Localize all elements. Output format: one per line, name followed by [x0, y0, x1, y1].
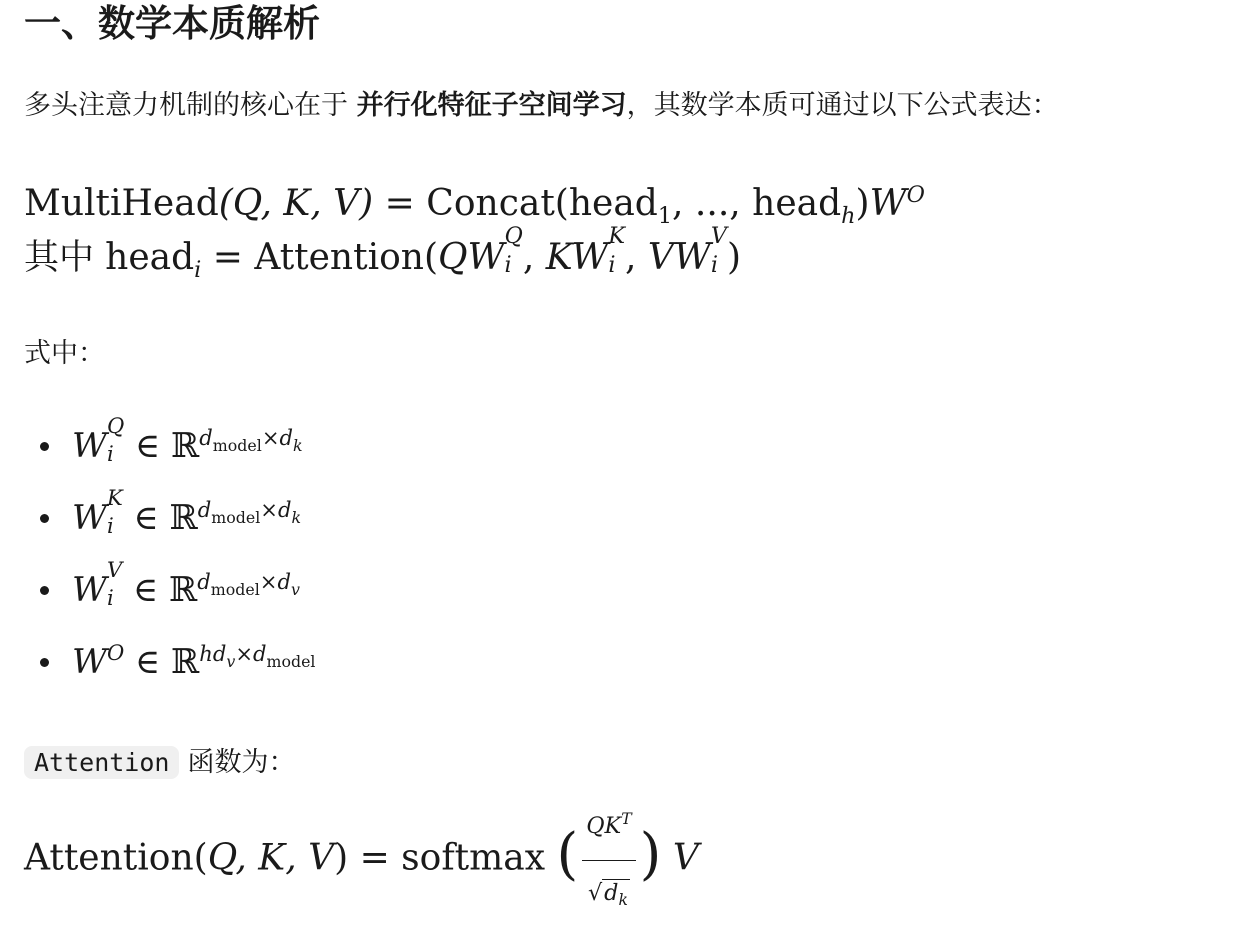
bullet-dot — [40, 442, 49, 451]
def-exponent — [199, 641, 316, 671]
def-exp-base2: d — [277, 569, 291, 595]
def-exp-sub2: k — [292, 435, 303, 455]
def-set: ℝ — [171, 426, 200, 466]
def-sub: i — [106, 512, 114, 538]
def-exp-sub2: v — [290, 579, 300, 599]
formula-head — [24, 223, 742, 286]
def-in: ∈ — [122, 570, 169, 610]
multihead-sub1: 1 — [657, 202, 673, 229]
numerator-sup-t: T — [621, 809, 632, 828]
head-sup-v: V — [710, 223, 728, 250]
def-sub: i — [106, 440, 114, 466]
head-kw-scripts — [608, 223, 626, 283]
def-exp-sub2: k — [291, 507, 302, 527]
definition-item — [40, 413, 316, 492]
def-sub: i — [106, 584, 114, 610]
def-exp-base: d — [199, 425, 213, 451]
def-set: ℝ — [168, 570, 198, 610]
multihead-lhs: MultiHead — [24, 183, 219, 224]
multihead-w: W — [869, 183, 907, 224]
numerator-qk: QK — [586, 813, 622, 839]
def-in: ∈ — [124, 426, 172, 466]
def-exp-base: hd — [199, 641, 227, 667]
head-where-word: 其中 — [24, 238, 106, 278]
head-eq: = Attention( — [201, 237, 439, 278]
def-sup: V — [106, 557, 123, 583]
attention-intro — [24, 742, 295, 784]
formula-multihead — [24, 180, 925, 232]
attention-args: Q, K, V — [207, 837, 335, 879]
sqrt-body — [602, 879, 630, 910]
definition-list — [40, 413, 316, 708]
head-sup-q: Q — [504, 223, 523, 250]
attention-left-paren: ( — [556, 821, 579, 887]
head-close: ) — [727, 237, 742, 278]
head-kw: KW — [545, 237, 609, 278]
head-qw-scripts — [504, 223, 523, 283]
attention-intro-text: 函数为： — [187, 747, 296, 778]
attention-rhs: ) = softmax — [334, 837, 546, 879]
def-sup: Q — [106, 413, 125, 439]
bullet-dot — [40, 658, 49, 667]
definition-item — [40, 485, 316, 564]
def-exponent — [197, 569, 300, 599]
def-in: ∈ — [122, 498, 170, 538]
def-scripts — [106, 485, 123, 541]
def-exp-sub1: v — [226, 651, 236, 671]
denominator-sub-k: k — [618, 891, 628, 910]
def-in: ∈ — [124, 642, 172, 682]
head-sub-i: i — [194, 256, 202, 283]
multihead-sup-o: O — [906, 181, 925, 208]
def-exp-base2: d — [277, 497, 292, 523]
def-exp-base: d — [197, 497, 212, 523]
attention-fraction — [582, 796, 635, 925]
intro-bold-phrase: 并行化特征子空间学习 — [356, 90, 627, 121]
def-times: × — [260, 497, 278, 523]
multihead-args: (Q, K, V) — [218, 183, 374, 224]
def-scripts — [106, 413, 125, 469]
fraction-numerator — [582, 796, 635, 861]
def-exp-base2: d — [279, 425, 293, 451]
def-times: × — [261, 425, 280, 451]
def-times: × — [235, 641, 253, 667]
def-set: ℝ — [169, 498, 198, 538]
head-word: head — [105, 237, 195, 278]
sqrt-symbol: √ — [587, 880, 603, 906]
head-vw-scripts — [710, 223, 728, 283]
multihead-eq: = — [373, 183, 427, 224]
formula-attention — [24, 796, 699, 925]
intro-prefix: 多头注意力机制的核心在于 — [24, 90, 357, 121]
multihead-close: ) — [855, 183, 870, 224]
def-symbol: W — [72, 570, 107, 610]
intro-suffix: ，其数学本质可通过以下公式表达： — [626, 90, 1059, 121]
def-exp-sub2: model — [266, 651, 316, 671]
def-exp-sub1: model — [210, 579, 260, 599]
def-times: × — [259, 569, 278, 595]
definition-item — [40, 557, 316, 636]
head-sub-q: i — [504, 252, 512, 279]
attention-lhs: Attention( — [24, 837, 208, 879]
def-exp-sub1: model — [211, 507, 261, 527]
intro-paragraph — [24, 86, 1059, 126]
def-exponent — [199, 425, 303, 455]
def-symbol: W — [72, 642, 107, 682]
attention-right-paren: ) — [639, 821, 662, 887]
head-comma-2: , — [625, 237, 648, 278]
multihead-concat: Concat(head — [426, 183, 658, 224]
def-exp-sub1: model — [212, 435, 262, 455]
bullet-dot — [40, 586, 49, 595]
def-exponent — [197, 497, 302, 527]
def-symbol: W — [72, 498, 107, 538]
section-heading: 一、数学本质解析 — [24, 2, 320, 45]
def-sup: O — [106, 640, 125, 666]
head-sup-k: K — [608, 223, 626, 250]
definition-item — [40, 636, 316, 708]
def-exp-base2: d — [252, 641, 267, 667]
def-scripts — [106, 557, 123, 613]
def-sup: K — [106, 485, 123, 511]
def-symbol: W — [72, 426, 107, 466]
where-label: 式中： — [24, 338, 105, 369]
attention-inline-code: Attention — [24, 746, 179, 779]
attention-tail-v: V — [672, 837, 699, 879]
head-vw: VW — [647, 237, 711, 278]
fraction-denominator — [582, 861, 635, 925]
head-sub-k: i — [608, 252, 616, 279]
head-qw: QW — [438, 237, 505, 278]
multihead-middle: , ..., head — [672, 183, 842, 224]
bullet-dot — [40, 514, 49, 523]
denominator-d: d — [604, 880, 619, 906]
multihead-subh: h — [841, 202, 856, 229]
def-set: ℝ — [171, 642, 200, 682]
head-sub-v: i — [710, 252, 719, 279]
def-exp-base: d — [197, 569, 211, 595]
head-comma-1: , — [522, 237, 546, 278]
